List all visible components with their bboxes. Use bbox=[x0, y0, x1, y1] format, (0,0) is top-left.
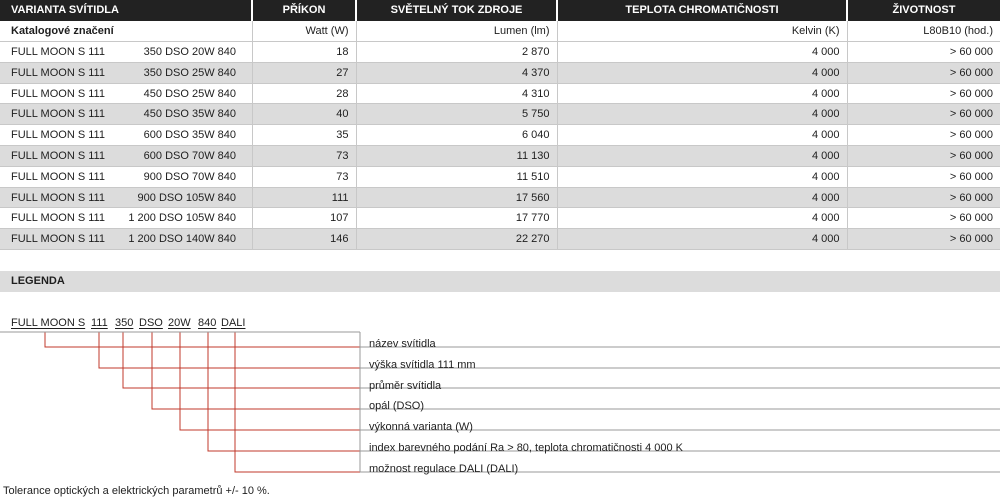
cell-life: > 60 000 bbox=[847, 166, 1000, 187]
table-row bbox=[0, 42, 1000, 63]
cell-watt: 73 bbox=[252, 146, 356, 167]
table-header-row bbox=[0, 0, 1000, 21]
cell-variant bbox=[0, 104, 252, 125]
table-row bbox=[0, 62, 1000, 83]
cell-family: FULL MOON S 111 bbox=[11, 170, 105, 183]
cell-lumen: 6 040 bbox=[356, 125, 557, 146]
legend-connectors bbox=[0, 330, 1000, 480]
cell-kelvin: 4 000 bbox=[557, 166, 847, 187]
cell-family: FULL MOON S 111 bbox=[11, 233, 105, 246]
cell-life: > 60 000 bbox=[847, 42, 1000, 63]
cell-variant-code: 350 DSO 25W 840 bbox=[143, 66, 236, 79]
cell-variant bbox=[0, 125, 252, 146]
cell-watt: 18 bbox=[252, 42, 356, 63]
cell-kelvin: 4 000 bbox=[557, 208, 847, 229]
cell-life: > 60 000 bbox=[847, 208, 1000, 229]
cell-watt: 107 bbox=[252, 208, 356, 229]
subheader-life: L80B10 (hod.) bbox=[847, 21, 1000, 42]
table-row bbox=[0, 208, 1000, 229]
legend-desc-power: výkonná varianta (W) bbox=[369, 421, 473, 433]
cell-watt: 73 bbox=[252, 166, 356, 187]
subheader-watt: Watt (W) bbox=[252, 21, 356, 42]
table-row bbox=[0, 146, 1000, 167]
cell-kelvin: 4 000 bbox=[557, 83, 847, 104]
cell-family: FULL MOON S 111 bbox=[11, 87, 105, 100]
header-zivotnost: ŽIVOTNOST bbox=[847, 0, 1000, 21]
cell-lumen: 5 750 bbox=[356, 104, 557, 125]
cell-life: > 60 000 bbox=[847, 83, 1000, 104]
cell-family: FULL MOON S 111 bbox=[11, 45, 105, 58]
code-part-family: FULL MOON S bbox=[11, 317, 86, 329]
cell-lumen: 11 130 bbox=[356, 146, 557, 167]
table-row bbox=[0, 104, 1000, 125]
cell-variant bbox=[0, 229, 252, 250]
cell-lumen: 4 310 bbox=[356, 83, 557, 104]
table-row bbox=[0, 187, 1000, 208]
table-row bbox=[0, 229, 1000, 250]
cell-kelvin: 4 000 bbox=[557, 62, 847, 83]
cell-family: FULL MOON S 111 bbox=[11, 129, 105, 142]
table-row bbox=[0, 166, 1000, 187]
header-prikon: PŘÍKON bbox=[252, 0, 356, 21]
cell-kelvin: 4 000 bbox=[557, 42, 847, 63]
cell-lumen: 11 510 bbox=[356, 166, 557, 187]
cell-lumen: 17 560 bbox=[356, 187, 557, 208]
table-row bbox=[0, 125, 1000, 146]
connector-red-diameter bbox=[123, 332, 360, 388]
cell-kelvin: 4 000 bbox=[557, 146, 847, 167]
cell-life: > 60 000 bbox=[847, 125, 1000, 146]
cell-variant bbox=[0, 166, 252, 187]
cell-family: FULL MOON S 111 bbox=[11, 191, 105, 204]
subheader-kelvin: Kelvin (K) bbox=[557, 21, 847, 42]
cell-variant bbox=[0, 83, 252, 104]
cell-family: FULL MOON S 111 bbox=[11, 66, 105, 79]
code-part-cri: 840 bbox=[198, 317, 217, 329]
code-part-height: 111 bbox=[91, 317, 108, 329]
code-part-opal: DSO bbox=[139, 317, 163, 329]
connector-red-name bbox=[45, 332, 360, 347]
cell-life: > 60 000 bbox=[847, 104, 1000, 125]
code-part-dali: DALI bbox=[221, 317, 246, 329]
code-part-diameter: 350 bbox=[115, 317, 134, 329]
subheader-catalog: Katalogové značení bbox=[0, 21, 252, 42]
cell-life: > 60 000 bbox=[847, 229, 1000, 250]
cell-family: FULL MOON S 111 bbox=[11, 212, 105, 225]
cell-variant-code: 1 200 DSO 105W 840 bbox=[128, 212, 236, 225]
legend-desc-dali: možnost regulace DALI (DALI) bbox=[369, 463, 519, 475]
subheader-lumen: Lumen (lm) bbox=[356, 21, 557, 42]
cell-watt: 146 bbox=[252, 229, 356, 250]
legend-desc-name: název svítidla bbox=[369, 338, 436, 350]
cell-kelvin: 4 000 bbox=[557, 125, 847, 146]
cell-watt: 40 bbox=[252, 104, 356, 125]
legend-desc-opal: opál (DSO) bbox=[369, 400, 425, 412]
cell-variant bbox=[0, 208, 252, 229]
cell-variant bbox=[0, 146, 252, 167]
legend-bar bbox=[0, 271, 1000, 292]
connector-red-opal bbox=[152, 332, 360, 409]
cell-variant bbox=[0, 42, 252, 63]
cell-family: FULL MOON S 111 bbox=[11, 108, 105, 121]
cell-life: > 60 000 bbox=[847, 146, 1000, 167]
cell-watt: 27 bbox=[252, 62, 356, 83]
cell-life: > 60 000 bbox=[847, 62, 1000, 83]
cell-variant-code: 600 DSO 70W 840 bbox=[143, 149, 236, 162]
header-varianta: VARIANTA SVÍTIDLA bbox=[0, 0, 252, 21]
connector-red-cri bbox=[208, 332, 360, 451]
cell-lumen: 17 770 bbox=[356, 208, 557, 229]
cell-kelvin: 4 000 bbox=[557, 104, 847, 125]
legend-desc-diameter: průměr svítidla bbox=[369, 380, 442, 392]
cell-watt: 35 bbox=[252, 125, 356, 146]
table-subheader-row bbox=[0, 21, 1000, 42]
cell-variant bbox=[0, 187, 252, 208]
legend-desc-height: výška svítidla 111 mm bbox=[369, 359, 476, 371]
cell-lumen: 4 370 bbox=[356, 62, 557, 83]
cell-variant-code: 900 DSO 105W 840 bbox=[137, 191, 236, 204]
header-teplota: TEPLOTA CHROMATIČNOSTI bbox=[557, 0, 847, 21]
cell-variant-code: 600 DSO 35W 840 bbox=[143, 129, 236, 142]
header-svetelny-tok: SVĚTELNÝ TOK ZDROJE bbox=[356, 0, 557, 21]
cell-variant-code: 450 DSO 35W 840 bbox=[143, 108, 236, 121]
cell-lumen: 2 870 bbox=[356, 42, 557, 63]
code-part-power: 20W bbox=[168, 317, 191, 329]
cell-variant-code: 900 DSO 70W 840 bbox=[143, 170, 236, 183]
cell-lumen: 22 270 bbox=[356, 229, 557, 250]
cell-life: > 60 000 bbox=[847, 187, 1000, 208]
cell-variant-code: 1 200 DSO 140W 840 bbox=[128, 233, 236, 246]
table-row bbox=[0, 83, 1000, 104]
tolerance-note: Tolerance optických a elektrických parametrů +/- 10 %. bbox=[3, 485, 270, 497]
cell-kelvin: 4 000 bbox=[557, 229, 847, 250]
cell-kelvin: 4 000 bbox=[557, 187, 847, 208]
cell-variant bbox=[0, 62, 252, 83]
connector-red-height bbox=[99, 332, 360, 368]
legend-desc-cri: index barevného podání Ra > 80, teplota chromatičnosti 4 000 K bbox=[369, 442, 684, 454]
cell-variant-code: 450 DSO 25W 840 bbox=[143, 87, 236, 100]
cell-watt: 111 bbox=[252, 187, 356, 208]
cell-variant-code: 350 DSO 20W 840 bbox=[143, 45, 236, 58]
legend-title: LEGENDA bbox=[11, 275, 65, 287]
cell-family: FULL MOON S 111 bbox=[11, 149, 105, 162]
cell-watt: 28 bbox=[252, 83, 356, 104]
